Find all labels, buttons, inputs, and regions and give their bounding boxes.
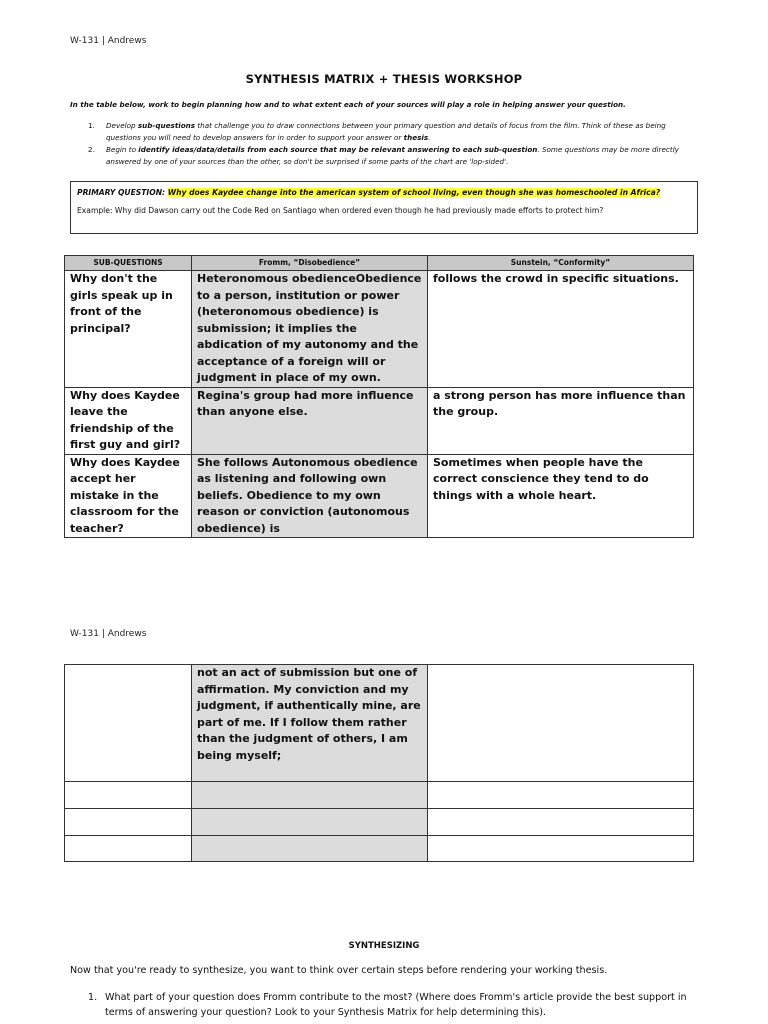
list-text: What part of your question does Fromm contribute to the most? (Where does Fromm's article provide the best support in terms of answering your question? Look to your Synthesis Matrix for help determining this). — [105, 992, 687, 1018]
synthesis-matrix-continued — [64, 664, 694, 862]
instruction-text: . Some questions may be more directly answered by one of your sources than the other, so don't be surprised if some parts of the chart are 'lop-sided'. — [106, 145, 679, 166]
instructions-list — [88, 120, 698, 168]
primary-question-text: Why does Kaydee change into the american system of school living, even though she was homeschooled in Africa? — [167, 188, 661, 197]
sub-question-cell[interactable] — [65, 665, 192, 782]
fromm-cell[interactable]: She follows Autonomous obedience as listening and following own beliefs. Obedience to my own reason or conviction (autonomous obedience) is — [192, 454, 428, 538]
sunstein-cell[interactable] — [428, 665, 694, 782]
table-row — [65, 454, 694, 538]
sub-question-cell[interactable]: Why don't the girls speak up in front of the principal? — [65, 271, 192, 388]
table-row — [65, 836, 694, 862]
list-item — [88, 990, 708, 1020]
fromm-cell[interactable] — [192, 782, 428, 809]
sunstein-cell[interactable]: a strong person has more influence than the group. — [428, 387, 694, 454]
primary-question — [77, 188, 691, 197]
sub-question-cell[interactable]: Why does Kaydee leave the friendship of the first guy and girl? — [65, 387, 192, 454]
instruction-text: that challenge you to draw connections between your primary question and details of focus from the film. Think of these as being questions you will need to develop answers for in order to support your answer or — [106, 121, 666, 142]
synthesizing-heading: SYNTHESIZING — [348, 941, 420, 951]
instruction-text: Begin to — [106, 145, 139, 154]
sunstein-cell[interactable]: follows the crowd in specific situations. — [428, 271, 694, 388]
instruction-item — [88, 144, 698, 168]
instruction-item — [88, 120, 698, 144]
table-row — [65, 271, 694, 388]
sub-question-cell[interactable] — [65, 809, 192, 836]
sunstein-cell[interactable]: Sometimes when people have the correct conscience they tend to do things with a whole heart. — [428, 454, 694, 538]
sunstein-cell[interactable] — [428, 809, 694, 836]
sunstein-cell[interactable] — [428, 782, 694, 809]
instruction-number: 1. — [88, 121, 95, 130]
table-row — [65, 809, 694, 836]
list-number: 1. — [88, 992, 98, 1003]
fromm-cell[interactable]: Regina's group had more influence than anyone else. — [192, 387, 428, 454]
table-row — [65, 387, 694, 454]
page-header: W-131 | Andrews — [70, 629, 147, 639]
fromm-cell[interactable]: not an act of submission but one of affirmation. My conviction and my judgment, if authentically mine, are part of me. If I follow them rather than the judgment of others, I am being myself; — [192, 665, 428, 782]
column-header: Fromm, “Disobedience” — [192, 256, 428, 271]
instruction-text: . — [428, 133, 431, 142]
column-header: SUB-QUESTIONS — [65, 256, 192, 271]
synthesizing-intro: Now that you're ready to synthesize, you want to think over certain steps before rendering your working thesis. — [70, 965, 608, 976]
table-row — [65, 782, 694, 809]
page-header: W-131 | Andrews — [70, 36, 147, 46]
instruction-bold: sub-questions — [137, 121, 196, 130]
instruction-text: Develop — [106, 121, 138, 130]
fromm-cell[interactable] — [192, 836, 428, 862]
column-header: Sunstein, “Conformity” — [428, 256, 694, 271]
fromm-cell[interactable] — [192, 809, 428, 836]
synthesis-matrix — [64, 255, 694, 538]
instruction-bold: thesis — [403, 133, 429, 142]
intro-text: In the table below, work to begin planning how and to what extent each of your sources will play a role in helping answer your question. — [70, 100, 626, 109]
fromm-cell[interactable]: Heteronomous obedienceObedience to a person, institution or power (heteronomous obedience) is submission; it implies the abdication of my autonomy and the acceptance of a foreign will or judgment in place of my own. — [192, 271, 428, 388]
example-question: Example: Why did Dawson carry out the Code Red on Santiago when ordered even though he had previously made efforts to protect him? — [77, 206, 604, 215]
sub-question-cell[interactable] — [65, 782, 192, 809]
sunstein-cell[interactable] — [428, 836, 694, 862]
synthesizing-list — [88, 990, 708, 1020]
sub-question-cell[interactable] — [65, 836, 192, 862]
instruction-number: 2. — [88, 145, 95, 154]
table-row — [65, 665, 694, 782]
primary-question-box — [70, 181, 698, 234]
instruction-bold: identify ideas/data/details from each source that may be relevant answering to each sub-question — [138, 145, 538, 154]
primary-question-label: PRIMARY QUESTION: — [77, 188, 168, 197]
sub-question-cell[interactable]: Why does Kaydee accept her mistake in the classroom for the teacher? — [65, 454, 192, 538]
page-title: SYNTHESIS MATRIX + THESIS WORKSHOP — [245, 72, 523, 86]
table-header-row — [65, 256, 694, 271]
